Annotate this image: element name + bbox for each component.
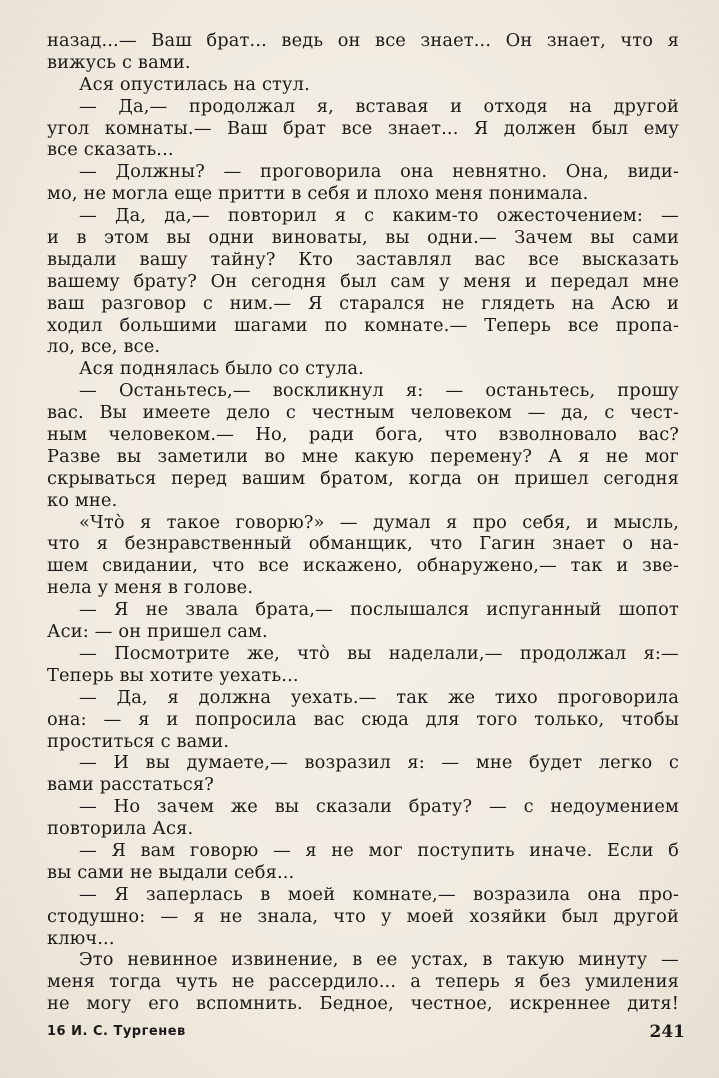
text-line: «Что̀ я такое говорю?» — думал я про себя, и мысль, [79,511,679,533]
text-line: угол комнаты.— Ваш брат все знает... Я должен был ему [47,117,679,139]
text-line: выдали вашу тайну? Кто заставлял вас все высказать [47,248,679,270]
text-line: — Да,— продолжал я, вставая и отходя на другой [79,95,679,117]
text-line: — Останьтесь,— воскликнул я: — останьтесь, прошу [79,380,679,402]
text-line: Аси: — он пришел сам. [47,621,268,643]
text-line: назад...— Ваш брат... ведь он все знает... Он знает, что я [47,30,679,51]
text-line: ходил большими шагами по комнате.— Теперь все пропа- [47,314,679,336]
text-line: что я безнравственный обманщик, что Гагин знает о на- [47,533,679,555]
text-line: — Должны? — проговорила она невнятно. Она, види- [79,161,679,183]
text-line: — И вы думаете,— возразил я: — мне будет легко с [79,752,679,774]
text-line: Разве вы заметили во мне какую перемену? А я не мог [47,445,679,467]
text-line: ко мне. [47,489,118,511]
text-line: вами расстаться? [47,774,214,796]
text-line: вашему брату? Он сегодня был сам у меня и передал мне [47,270,679,292]
text-line: — Я заперлась в моей комнате,— возразила она про- [79,883,679,905]
text-line: Теперь вы хотите уехать... [47,664,299,686]
text-line: — Но зачем же вы сказали брату? — с недоумением [79,796,679,818]
text-line: Ася поднялась было со стула. [79,358,364,380]
text-line: — Да, я должна уехать.— так же тихо проговорила [79,686,679,708]
body-text [47,30,679,1015]
text-line: мо, не могла еще притти в себя и плохо меня понимала. [47,183,589,205]
text-line: ключ... [47,927,115,949]
text-line: — Я не звала брата,— послышался испуганный шопот [79,599,679,621]
text-line: ваш разговор с ним.— Я старался не глядеть на Асю и [47,292,679,314]
text-line: — Я вам говорю — я не мог поступить иначе. Если б [79,839,679,861]
text-line: — Посмотрите же, что̀ вы наделали,— продолжал я:— [79,642,679,664]
text-line: не могу его вспомнить. Бедное, честное, искреннее дитя! [47,993,679,1015]
text-line: стодушно: — я не знала, что у моей хозяйки был другой [47,905,679,927]
page-footer [47,1022,685,1046]
text-line: — Да, да,— повторил я с каким-то ожесточением: — [79,205,679,227]
text-line: она: — я и попросила вас сюда для того только, чтобы [47,708,679,730]
text-line: и в этом вы одни виноваты, вы одни.— Зачем вы сами [47,227,679,249]
text-line: меня тогда чуть не рассердило... а теперь я без умиления [47,971,679,993]
text-line: ло, все, все. [47,336,161,358]
text-line: ным человеком.— Но, ради бога, что взволновало вас? [47,424,679,446]
text-line: Ася опустилась на стул. [79,73,310,95]
text-line: повторила Ася. [47,818,194,840]
text-line: проститься с вами. [47,730,230,752]
text-line: вижусь с вами. [47,51,191,73]
printer-signature: 16 И. С. Тургенев [47,1024,186,1039]
text-line: все сказать... [47,139,174,161]
text-line: шем свидании, что все искажено, обнаружено,— так и зве- [47,555,679,577]
text-line: нела у меня в голове. [47,577,254,599]
text-line: вы сами не выдали себя... [47,861,295,883]
page-number: 241 [649,1022,685,1042]
text-line: вас. Вы имеете дело с честным человеком — да, с чест- [47,402,679,424]
text-line: Это невинное извинение, в ее устах, в такую минуту — [79,949,679,971]
text-line: скрываться перед вашим братом, когда он пришел сегодня [47,467,679,489]
